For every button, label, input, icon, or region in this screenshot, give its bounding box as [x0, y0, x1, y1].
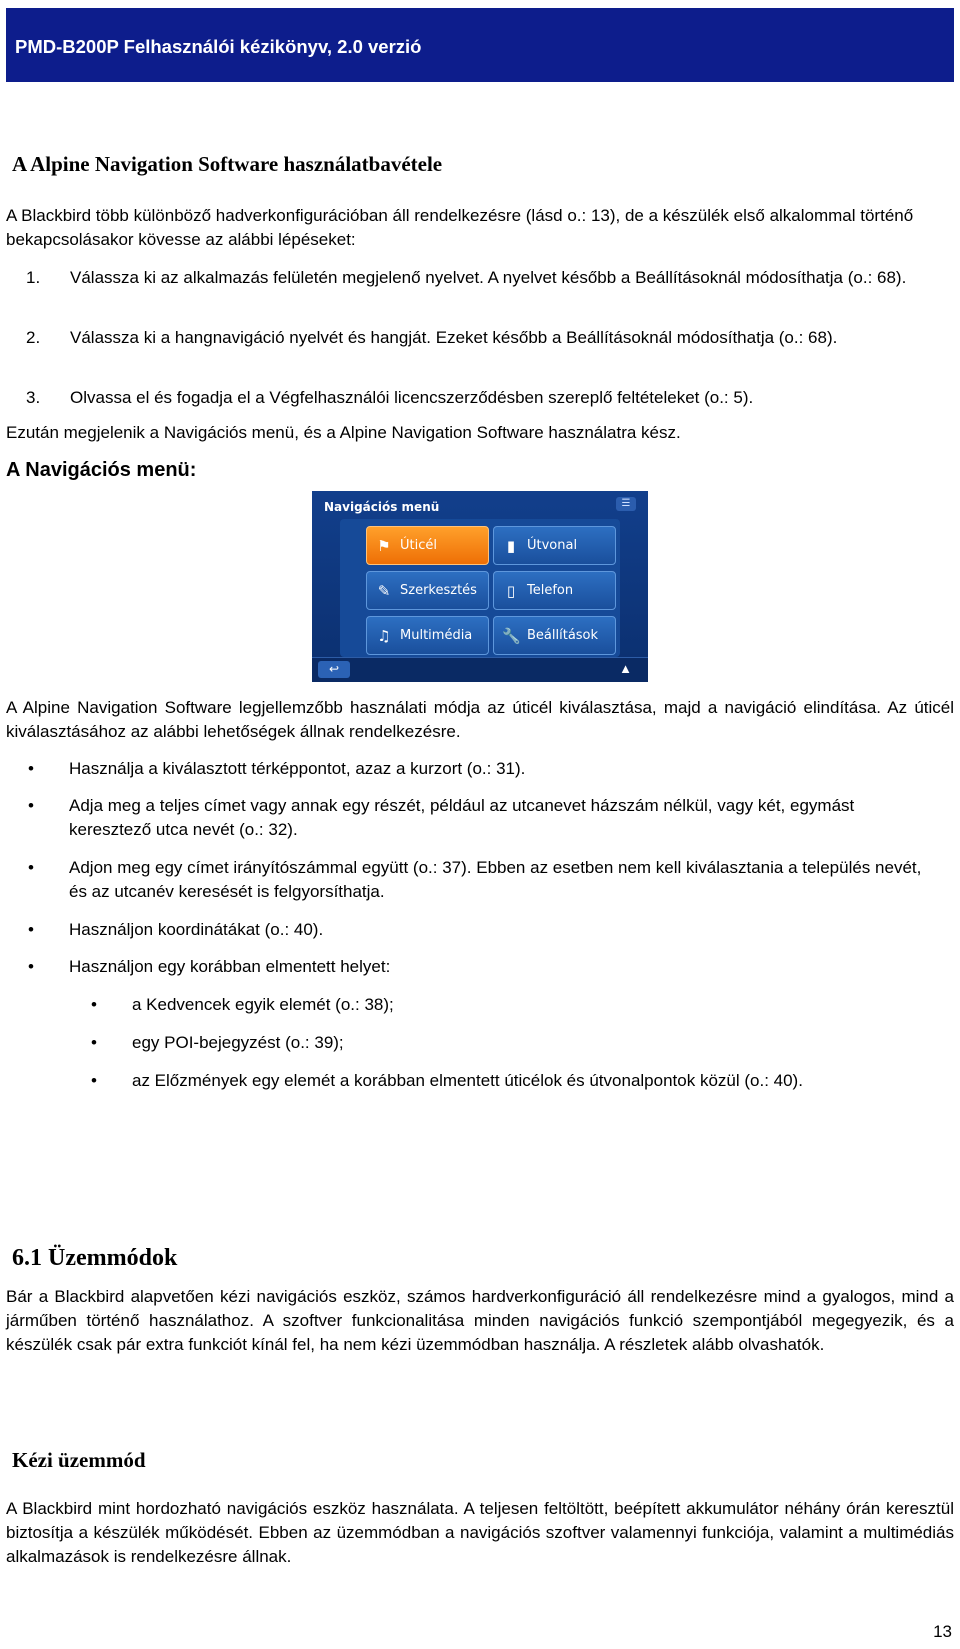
bullet: •: [91, 1033, 97, 1052]
section-heading-start: A Alpine Navigation Software használatbavétele: [12, 152, 443, 176]
sub-list-item: [91, 1031, 941, 1055]
step-number: 1.: [26, 268, 41, 287]
list-icon: ☰: [616, 497, 636, 511]
step-item: [26, 266, 946, 290]
phone-button: [493, 571, 616, 610]
bullet: •: [28, 759, 34, 778]
bullet: •: [28, 858, 34, 877]
list-item: [28, 757, 938, 781]
step-item: [26, 386, 946, 410]
usage-paragraph: A Alpine Navigation Software legjellemzőbb használati módja az úticél kiválasztása, majd a navigáció elindítása. Az úticél kiválasztásához az alábbi lehetőségek állnak rendelkezésre.: [6, 698, 954, 741]
back-arrow-icon: ↩: [318, 661, 350, 678]
edit-label: Szerkesztés: [400, 583, 477, 598]
step-number: 2.: [26, 328, 41, 347]
step-text: Olvassa el és fogadja el a Végfelhasználói licencszerződésben szereplő feltételeket (o.: 5).: [70, 388, 754, 407]
sub-list-item-text: a Kedvencek egyik elemét (o.: 38);: [132, 995, 394, 1014]
step-text: Válassza ki az alkalmazás felületén megjelenő nyelvet. A nyelvet később a Beállításoknál módosíthatja (o.: 68).: [70, 268, 907, 287]
nav-menu-panel: [340, 519, 620, 657]
step-item: [26, 326, 946, 350]
destination-label: Úticél: [400, 538, 437, 553]
list-item-text: Használjon egy korábban elmentett helyet:: [69, 957, 391, 976]
nav-menu-title: Navigációs menü: [324, 500, 440, 514]
route-button: [493, 526, 616, 565]
edit-button: [366, 571, 489, 610]
destination-button: [366, 526, 489, 565]
header-band: [6, 8, 954, 82]
list-item-text: Használjon koordinátákat (o.: 40).: [69, 920, 324, 939]
step-number: 3.: [26, 388, 41, 407]
list-item: [28, 918, 938, 942]
multimedia-label: Multimédia: [400, 628, 473, 643]
list-item: [28, 955, 938, 979]
nav-menu-footer: [312, 657, 648, 682]
step-text: Válassza ki a hangnavigáció nyelvét és hangját. Ezeket később a Beállításoknál módosíthatja (o.: 68).: [70, 328, 838, 347]
manual-title: PMD-B200P Felhasználói kézikönyv, 2.0 verzió: [15, 36, 422, 57]
nav-menu-heading: A Navigációs menü:: [6, 459, 197, 481]
sub-list-item-text: egy POI-bejegyzést (o.: 39);: [132, 1033, 344, 1052]
section-heading-kezi: Kézi üzemmód: [12, 1448, 146, 1472]
flag-icon: ⚑: [377, 536, 391, 555]
sub-list-item: [91, 993, 941, 1017]
settings-label: Beállítások: [527, 628, 599, 643]
route-icon: ▮: [506, 536, 516, 555]
bullet: •: [91, 995, 97, 1014]
intro-paragraph: A Blackbird több különböző hadverkonfigurációban áll rendelkezésre (lásd o.: 13), de a készülék első alkalommal történő bekapcsolásakor kövesse az alábbi lépéseket:: [6, 206, 914, 249]
phone-label: Telefon: [527, 583, 574, 598]
settings-button: [493, 616, 616, 655]
music-icon: ♫: [377, 626, 391, 645]
pencil-icon: ✎: [377, 581, 391, 600]
nav-menu-screenshot: [312, 491, 648, 682]
navigation-arrow-icon: ▲: [619, 661, 632, 676]
bullet: •: [28, 920, 34, 939]
bullet: •: [28, 796, 34, 815]
list-item: [28, 794, 938, 842]
page-number: 13: [933, 1622, 952, 1641]
after-steps-text: Ezután megjelenik a Navigációs menü, és a Alpine Navigation Software használatra kész.: [6, 423, 681, 442]
bullet: •: [28, 957, 34, 976]
section-6-1-paragraph: Bár a Blackbird alapvetően kézi navigációs eszköz, számos hardverkonfiguráció áll rendelkezésre mind a gyalogos, mind a járműben történő használathoz. A szoftver funkcionalitása minden navigációs funkció szempontjából megegyezik, és a készülék csak pár extra funkciót kínál fel, ha nem kézi üzemmódban használja. A részletek alább olvashatók.: [6, 1287, 954, 1354]
sub-list-item-text: az Előzmények egy elemét a korábban elmentett úticélok és útvonalpontok közül (o.: 40).: [132, 1071, 803, 1090]
sub-list-item: [91, 1069, 941, 1093]
phone-icon: ▯: [506, 581, 516, 600]
section-kezi-paragraph: A Blackbird mint hordozható navigációs eszköz használata. A teljesen feltöltött, beépített akkumulátor néhány órán keresztül biztosítja a készülék működését. Ebben az üzemmódban a navigációs szoftver valamennyi funkciója, valamint a multimédiás alkalmazások is rendelkezésre állnak.: [6, 1499, 954, 1566]
section-heading-6-1: 6.1 Üzemmódok: [12, 1245, 178, 1271]
list-item: [28, 856, 938, 904]
wrench-icon: 🔧: [502, 626, 521, 645]
route-label: Útvonal: [527, 538, 578, 553]
list-item-text: Adjon meg egy címet irányítószámmal együtt (o.: 37). Ebben az esetben nem kell kiválasztania a település nevét, és az utcanév keresését is felgyorsíthatja.: [69, 858, 922, 901]
list-item-text: Használja a kiválasztott térképpontot, azaz a kurzort (o.: 31).: [69, 759, 526, 778]
bullet: •: [91, 1071, 97, 1090]
multimedia-button: [366, 616, 489, 655]
list-item-text: Adja meg a teljes címet vagy annak egy részét, például az utcanevet házszám nélkül, vagy két, egymást keresztező utca nevét (o.: 32).: [69, 796, 855, 839]
